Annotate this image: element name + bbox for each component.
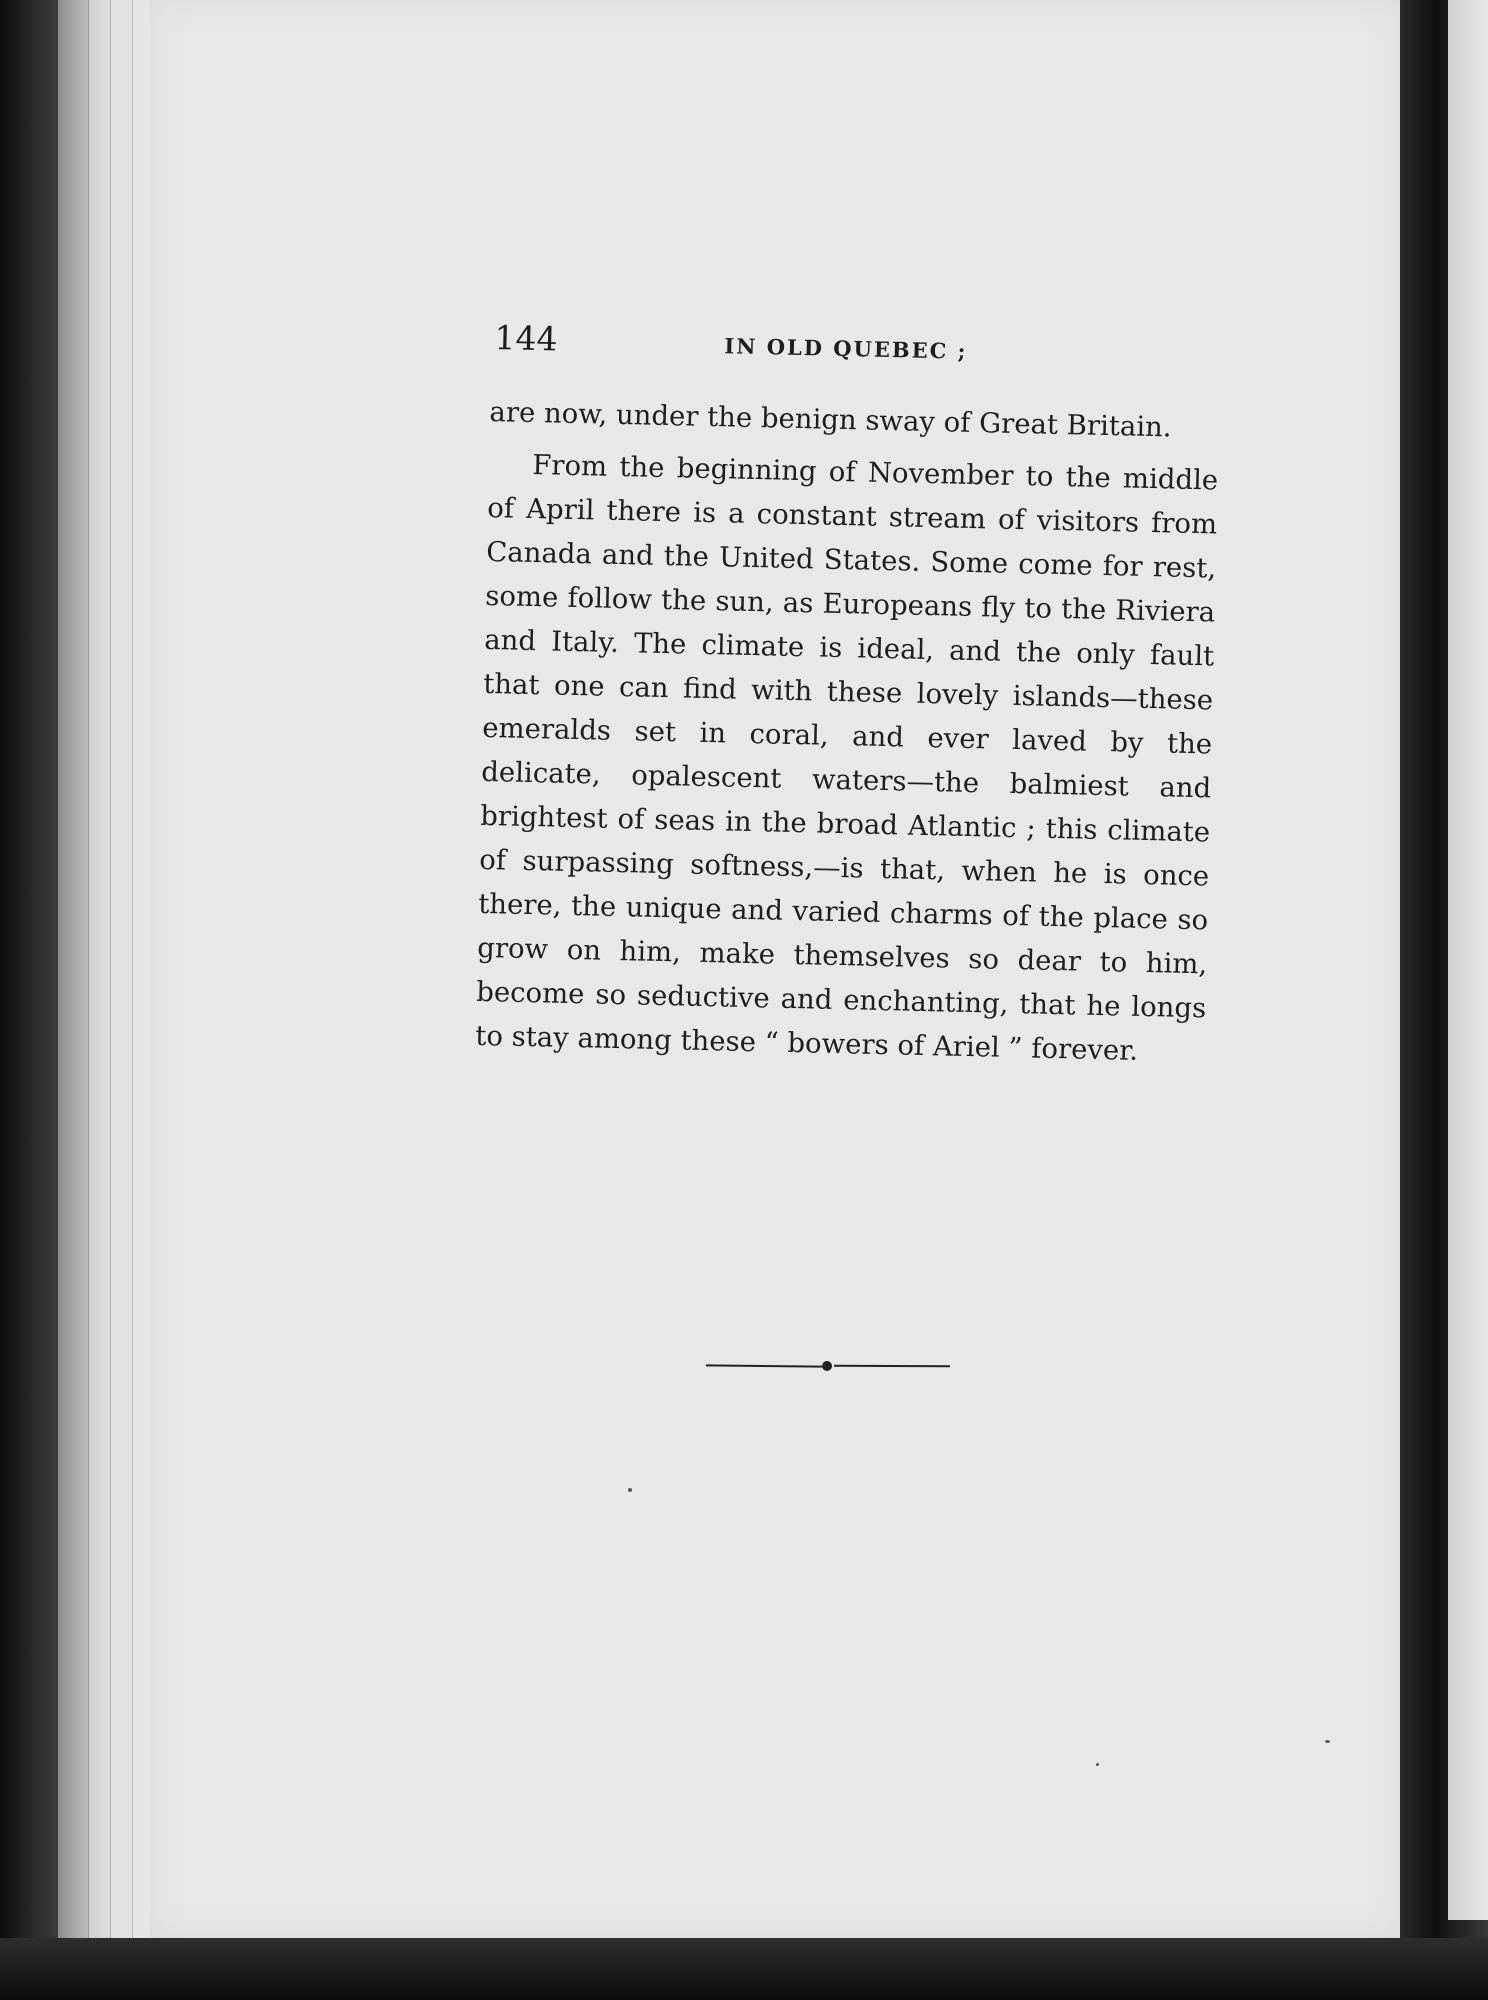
running-title: IN OLD QUEBEC ; [724,333,968,364]
paragraph-continued: are now, under the benign sway of Great Britain. [489,395,1172,444]
body-text [475,390,1220,1074]
running-head [494,318,1195,384]
bottom-scan-shadow [0,1938,1488,2000]
section-end-ornament [706,1360,950,1372]
binding-shadow [0,0,58,2000]
book-page [150,0,1400,1938]
ornament-line-left [706,1364,822,1367]
paper-speck [1096,1763,1099,1766]
page-number: 144 [494,318,558,359]
page-edge-stack [88,0,111,2000]
paper-speck [628,1488,632,1492]
ornament-dot-icon [822,1361,832,1371]
page-edge-stack [110,0,133,2000]
page-edge-stack [58,0,88,2000]
ornament-line-right [834,1365,950,1368]
page-edge-stack [132,0,151,2000]
paper-speck [1325,1740,1330,1743]
paragraph: From the beginning of November to the middle of April there is a constant stream of visitors from Canada and the United States. Some come for rest, some follow the sun, as Europeans fly to the Riviera and Italy. The climate is ideal, and the only fault that one can find with these lovely islands—these emeralds set in coral, and ever laved by the delicate, opalescent waters—the balmiest and brightest of seas in the broad Atlantic ; this climate of surpassing softness,—is that, when he is once there, the unique and varied charms of the place so grow on him, make themselves so dear to him, become so seductive and enchanting, that he longs to stay among these “ bowers of Ariel ” forever. [474,448,1219,1067]
facing-page-edge [1448,0,1488,1920]
